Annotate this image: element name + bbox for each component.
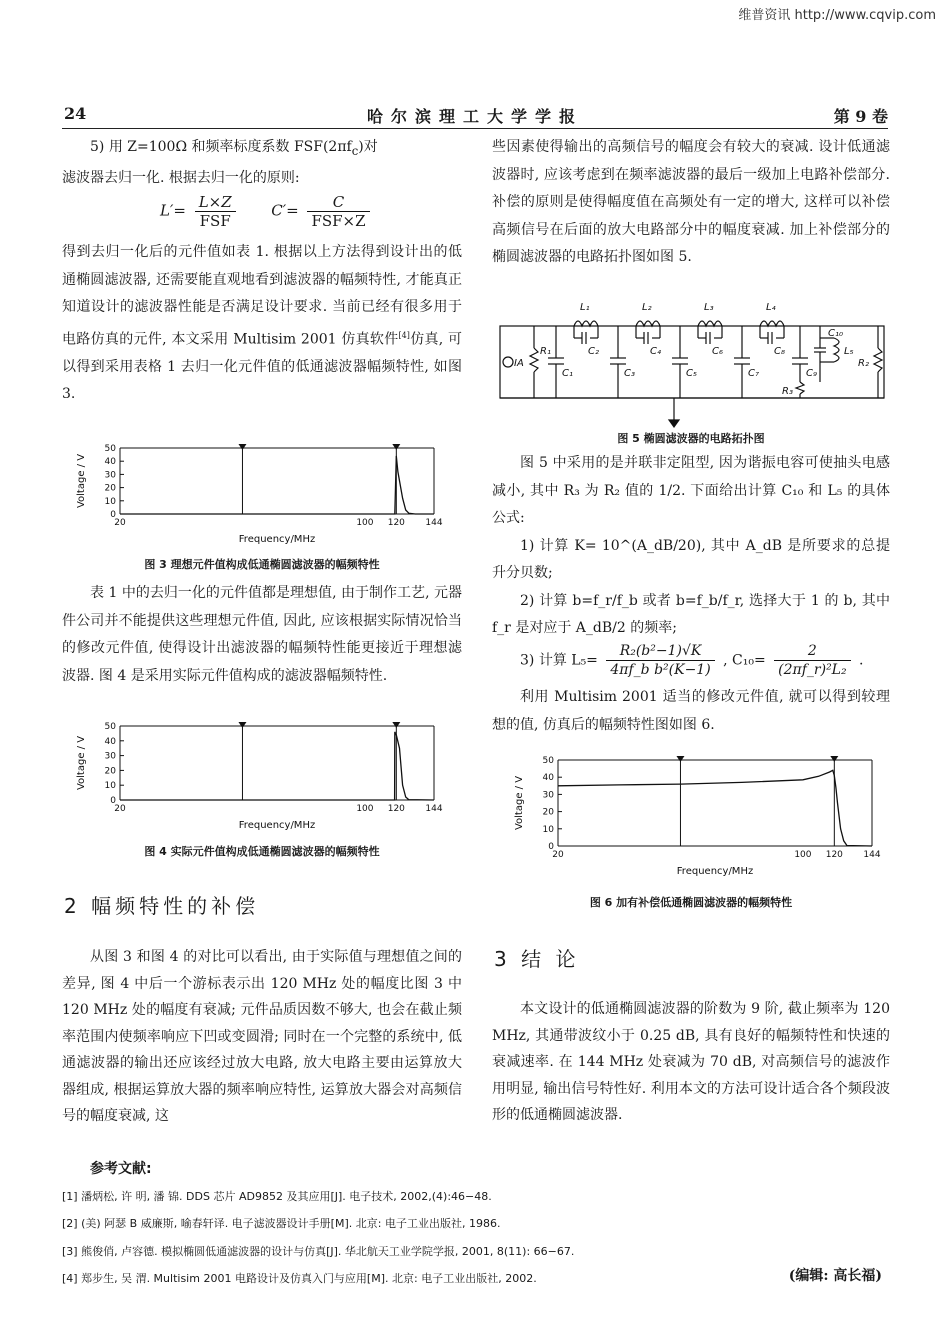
- reference-3: [3] 熊俊俏, 卢容德. 模拟椭圆低通滤波器的设计与仿真[J]. 华北航天工业学院学报, 2001, 8(11): 66−67.: [62, 1245, 575, 1258]
- resistor-r1: [530, 348, 538, 372]
- x-tick-label: 20: [114, 804, 126, 814]
- item3-c-den: (2πf_r)²L₂: [778, 662, 847, 678]
- x-tick-label: 100: [356, 518, 374, 528]
- y-axis-label: Voltage / V: [514, 775, 525, 831]
- x-tick-label: 120: [387, 518, 405, 528]
- fig4-caption: 图 4 实际元件值构成低通椭圆滤波器的幅频特性: [144, 845, 380, 858]
- c4-label: C₄: [650, 346, 661, 357]
- fig3-chart: [70, 440, 450, 550]
- section3-title: 3 结 论: [494, 947, 580, 971]
- fig5-caption: 图 5 椭圆滤波器的电路拓扑图: [617, 432, 765, 445]
- y-tick-label: 40: [104, 736, 116, 747]
- left-step5: [62, 134, 462, 193]
- step5-line1: 5) 用 Z=100Ω 和频率标度系数 FSF(2πf: [90, 139, 352, 155]
- y-tick-label: 30: [542, 790, 554, 801]
- page-number: 24: [64, 104, 87, 123]
- resistor-r3: [796, 382, 804, 394]
- l2-label: L₂: [642, 302, 652, 313]
- y-tick-label: 50: [104, 444, 116, 454]
- item3-mid: , C₁₀=: [723, 652, 766, 669]
- l4-label: L₄: [766, 302, 776, 313]
- para2-text: 表 1 中的去归一化的元件值都是理想值, 由于制作工艺, 元器件公司并不能提供这些理想元件值, 因此, 应该根据实际情况恰当的修改元件值, 使得设计出滤波器的幅频特性能更接近于理想滤波器. 图 4 是采用实际元件值构成的滤波器幅频特性.: [62, 585, 462, 684]
- header-rule: [62, 128, 888, 129]
- x-tick-label: 144: [425, 518, 443, 528]
- y-tick-label: 10: [104, 781, 116, 792]
- step5-sub: c: [351, 143, 359, 158]
- x-tick-label: 120: [387, 804, 405, 814]
- right-para4: [492, 996, 890, 1129]
- x-tick-label: 20: [552, 850, 564, 860]
- c9-label: C₉: [806, 368, 817, 379]
- y-tick-label: 10: [542, 824, 554, 835]
- y-tick-label: 20: [104, 766, 116, 777]
- r3-label: R₃: [782, 386, 793, 397]
- step5-line2: 滤波器去归一化. 根据去归一化的原则:: [62, 170, 300, 187]
- item3-l-den: 4πf_b b²(K−1): [610, 662, 711, 678]
- y-tick-label: 20: [542, 807, 554, 818]
- c3-label: C₃: [624, 368, 635, 379]
- references-heading: 参考文献:: [90, 1161, 152, 1177]
- y-tick-label: 0: [548, 842, 554, 852]
- c8-label: C₈: [774, 346, 785, 357]
- formula-c-fraction: [307, 193, 369, 230]
- formula-l-lhs: L′=: [160, 201, 186, 220]
- x-tick-label: 100: [794, 850, 812, 860]
- c5-label: C₅: [686, 368, 697, 379]
- x-tick-label: 144: [425, 804, 443, 814]
- series-line: [120, 732, 434, 800]
- x-axis-label: Frequency/MHz: [238, 820, 316, 831]
- cursor-marker: [392, 444, 400, 450]
- r1-label: R₁: [540, 346, 551, 357]
- right-para2-text: 图 5 中采用的是并联非定阻型, 因为谐振电容可使抽头电感减小, 其中 R₃ 为 R₂ 值的 1/2. 下面给出计算 C₁₀ 和 L₅ 的具体公式:: [492, 455, 890, 526]
- y-tick-label: 0: [110, 796, 116, 806]
- fig4-chart: [70, 718, 450, 836]
- formula-c-den: FSF×Z: [311, 212, 366, 230]
- fig5-circuit: [494, 292, 890, 432]
- fig6-caption: 图 6 加有补偿低通椭圆滤波器的幅频特性: [589, 896, 793, 909]
- references-list: [62, 1188, 892, 1298]
- source-label: IA: [514, 358, 524, 369]
- para1-cite: [4]: [398, 330, 410, 340]
- fig6-chart: [508, 752, 888, 882]
- left-para1: [62, 239, 462, 409]
- r2-label: R₂: [858, 358, 869, 369]
- x-axis-label: Frequency/MHz: [238, 534, 316, 545]
- cursor-marker: [238, 444, 246, 450]
- cursor-marker: [238, 722, 246, 728]
- step5-line1-end: )对: [358, 139, 378, 155]
- formula-l-fraction: [195, 193, 236, 230]
- right-para3-text: 利用 Multisim 2001 适当的修改元件值, 就可以得到较理想的值, 仿真后的幅频特性图如图 6.: [492, 689, 890, 733]
- c10-label: C₁₀: [828, 328, 843, 339]
- item3-l-fraction: [606, 642, 714, 679]
- series-lc-tanks: [574, 321, 784, 344]
- right-para1: [492, 134, 890, 272]
- y-tick-label: 20: [104, 483, 116, 494]
- resistor-r2: [874, 348, 882, 372]
- cursor-marker: [392, 722, 400, 728]
- y-tick-label: 50: [104, 722, 116, 732]
- formula-c-num: C: [307, 193, 369, 212]
- x-tick-label: 100: [356, 804, 374, 814]
- series-line: [558, 770, 872, 846]
- item3-l-num: R₂(b²−1)√K: [606, 642, 714, 661]
- cursor-marker: [830, 756, 838, 762]
- right-item3: [520, 642, 864, 679]
- l5-label: L₅: [844, 346, 854, 357]
- fig3-caption: 图 3 理想元件值构成低通椭圆滤波器的幅频特性: [144, 558, 380, 571]
- right-para4-text: 本文设计的低通椭圆滤波器的阶数为 9 阶, 截止频率为 120 MHz, 其通带波纹小于 0.25 dB, 具有良好的幅频特性和快速的衰减速率. 在 144 MHz 处衰减为 70 dB, 对高频信号的滤波作用明显, 输出信号特性好. 利用本文的方法可设计适合各个频段波形的低通椭圆滤波器.: [492, 1001, 890, 1123]
- y-tick-label: 10: [104, 496, 116, 507]
- reference-4: [4] 郑步生, 吴 渭. Multisim 2001 电路设计及仿真入门与应用[M]. 北京: 电子工业出版社, 2002.: [62, 1272, 537, 1285]
- left-para3: [62, 944, 462, 1130]
- current-source: [503, 357, 513, 367]
- y-tick-label: 40: [542, 773, 554, 784]
- right-item1: 1) 计算 K= 10^(A_dB/20), 其中 A_dB 是所要求的总提升分贝数;: [492, 537, 890, 581]
- x-axis-label: Frequency/MHz: [676, 866, 754, 877]
- right-para3: [492, 684, 890, 739]
- y-tick-label: 40: [104, 457, 116, 468]
- c1-label: C₁: [562, 368, 573, 379]
- item3-end: .: [859, 652, 864, 669]
- c6-label: C₆: [712, 346, 723, 357]
- volume-label: 第 9 卷: [833, 107, 888, 126]
- para3-text: 从图 3 和图 4 的对比可以看出, 由于实际值与理想值之间的差异, 图 4 中后一个游标表示出 120 MHz 处的幅度比图 3 中 120 MHz 处的幅度有衰减; 元件品质因数不够大, 也会在截止频率范围内使频率响应下凹或变圆滑; 同时在一个完整的系统中, 低通滤波器的输出还应该经过放大电路, 放大电路主要由运算放大器组成, 根据运算放大器的频率响应特性, 运算放大器会对高频信号的幅度衰减, 这: [62, 949, 462, 1124]
- formula-c-lhs: C′=: [271, 201, 299, 220]
- x-tick-label: 144: [863, 850, 881, 860]
- watermark: 维普资讯 http://www.cqvip.com: [738, 8, 936, 23]
- cursor-marker: [676, 756, 684, 762]
- ground-arrow: [669, 420, 679, 427]
- x-tick-label: 20: [114, 518, 126, 528]
- x-tick-label: 120: [825, 850, 843, 860]
- shunt-capacitors: [548, 326, 808, 398]
- y-tick-label: 30: [104, 470, 116, 481]
- section2-title: 2 幅频特性的补偿: [64, 894, 260, 918]
- right-para1-text: 些因素使得输出的高频信号的幅度会有较大的衰减. 设计低通滤波器时, 应该考虑到在频率滤波器的最后一级加上电路补偿部分. 补偿的原则是使得幅度值在高频处有一定的增大, 这样可以补偿高频信号在后面的放大电路部分中的幅度衰减. 加上补偿部分的椭圆滤波器的电路拓扑图如图 5.: [492, 139, 890, 265]
- y-tick-label: 30: [104, 751, 116, 762]
- para1-end: 仿真, 可以得到采用表格 1 去归一化元件值的低通滤波器幅频特性, 如图 3.: [62, 331, 463, 403]
- reference-2: [2] (美) 阿瑟 B 威廉斯, 喻春轩译. 电子滤波器设计手册[M]. 北京: 电子工业出版社, 1986.: [62, 1217, 501, 1230]
- l3-label: L₃: [704, 302, 714, 313]
- y-axis-label: Voltage / V: [76, 453, 87, 509]
- formula-l-den: FSF: [199, 212, 231, 230]
- series-line: [120, 456, 434, 514]
- l1-label: L₁: [580, 302, 590, 313]
- journal-title: 哈尔滨理工大学学报: [366, 107, 583, 126]
- c7-label: C₇: [748, 368, 759, 379]
- formula-l-num: L×Z: [195, 193, 236, 212]
- item3-c-num: 2: [774, 642, 850, 661]
- denorm-formula: [160, 193, 374, 230]
- right-para2: [492, 450, 890, 643]
- reference-1: [1] 潘炳松, 许 明, 潘 锦. DDS 芯片 AD9852 及其应用[J]. 电子技术, 2002,(4):46−48.: [62, 1190, 492, 1203]
- y-tick-label: 50: [542, 756, 554, 766]
- y-tick-label: 0: [110, 510, 116, 520]
- para1-text: 得到去归一化后的元件值如表 1. 根据以上方法得到设计出的低通椭圆滤波器, 还需要能直观地看到滤波器的幅频特性, 才能真正知道设计的滤波器性能是否满足设计要求. 当前已经有很多用于电路仿真的元件, 本文采用 Multisim 2001 仿真软件: [62, 244, 462, 348]
- left-para2: [62, 580, 462, 690]
- c2-label: C₂: [588, 346, 599, 357]
- item3-prefix: 3) 计算 L₅=: [520, 652, 598, 669]
- item3-c-fraction: [774, 642, 850, 679]
- y-axis-label: Voltage / V: [76, 735, 87, 791]
- editor-note: (编辑: 高长福): [788, 1268, 882, 1284]
- right-item2: 2) 计算 b=f_r/f_b 或者 b=f_b/f_r, 选择大于 1 的 b, 其中 f_r 是对应于 A_dB/2 的频率;: [492, 592, 890, 636]
